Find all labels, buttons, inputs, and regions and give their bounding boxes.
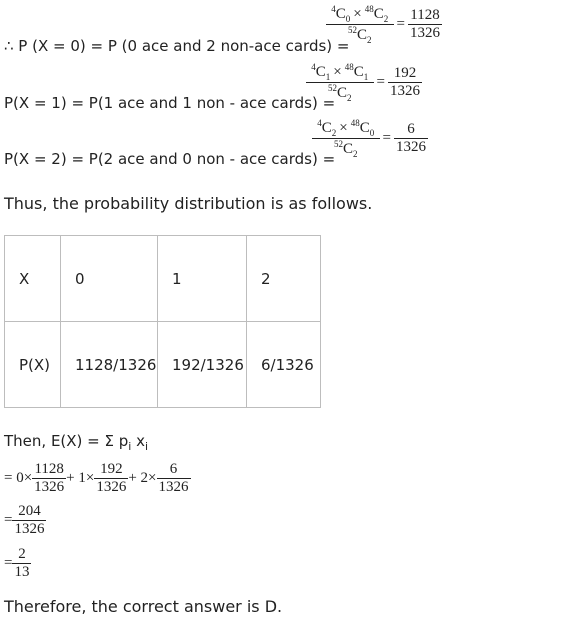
line3-label: P(X = 2) = P(2 ace and 0 non - ace cards) = bbox=[4, 150, 336, 168]
line3-combination-numerator: $^4C_2 \times ^{48}C_0$ bbox=[317, 118, 375, 138]
line1-result: $\frac{1128}{1326}$ bbox=[409, 7, 440, 41]
line2-combination-denominator: $^{52}C_2$ bbox=[306, 82, 374, 103]
table-cell: 192/1326 bbox=[158, 322, 247, 408]
line3-combination-denominator: $^{52}C_2$ bbox=[312, 138, 380, 159]
expectation-step2: = $\frac{204}{1326}$ bbox=[4, 503, 45, 537]
table-cell: 6/1326 bbox=[247, 322, 321, 408]
conclusion: Therefore, the correct answer is D. bbox=[4, 597, 283, 616]
line2-result: $\frac{192}{1326}$ bbox=[389, 65, 420, 99]
table-cell: 1128/1326 bbox=[61, 322, 158, 408]
line1-combination-numerator: $^4C_0 \times ^{48}C_2$ bbox=[331, 4, 389, 24]
distribution-intro: Thus, the probability distribution is as follows. bbox=[4, 194, 373, 213]
line2-label: P(X = 1) = P(1 ace and 1 non - ace cards) = bbox=[4, 94, 336, 112]
line3-fraction: $\frac{^4C_2 \times ^{48}C_0}{^{52}C_2}$ = $\frac{6}{1326}$ bbox=[312, 118, 428, 159]
table-cell: X bbox=[5, 236, 61, 322]
line1-fraction: $\frac{^4C_0 \times ^{48}C_2}{^{52}C_2}$ = $\frac{1128}{1326}$ bbox=[326, 4, 442, 45]
line1-combination-denominator: $^{52}C_2$ bbox=[326, 24, 394, 45]
table-row bbox=[5, 322, 321, 408]
line1-label: ∴ P (X = 0) = P (0 ace and 2 non-ace cards) = bbox=[4, 37, 350, 55]
expectation-label: Then, E(X) = Σ p bbox=[4, 432, 129, 450]
line2-fraction: $\frac{^4C_1 \times ^{48}C_1}{^{52}C_2}$ = $\frac{192}{1326}$ bbox=[306, 62, 422, 103]
table-cell: P(X) bbox=[5, 322, 61, 408]
table-row bbox=[5, 236, 321, 322]
line2-combination-numerator: $^4C_1 \times ^{48}C_1$ bbox=[311, 62, 369, 82]
table-cell: 1 bbox=[158, 236, 247, 322]
expectation-step3: = $\frac{2}{13}$ bbox=[4, 546, 30, 580]
table-cell: 0 bbox=[61, 236, 158, 322]
expectation-formula: Then, E(X) = Σ $p_i$ $x_i$ bbox=[4, 432, 149, 453]
line3-result: $\frac{6}{1326}$ bbox=[395, 121, 426, 155]
probability-distribution-table bbox=[4, 235, 321, 408]
table-cell: 2 bbox=[247, 236, 321, 322]
expectation-step1: = 0× $\frac{1128}{1326}$ + 1× $\frac{192}{1326}$ + 2× $\frac{6}{1326}$ bbox=[4, 461, 189, 495]
